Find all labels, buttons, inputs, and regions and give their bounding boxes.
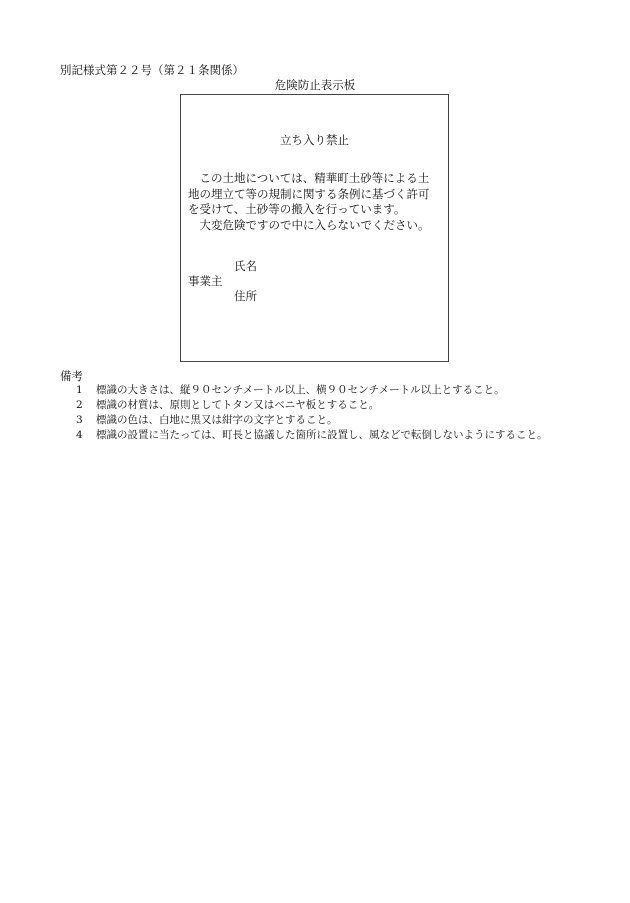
operator-label: 事業主 xyxy=(188,274,223,288)
note-item xyxy=(76,385,616,400)
note-number: 2 xyxy=(76,399,83,411)
operator-name-label: 氏名 xyxy=(234,259,257,273)
form-reference: 別記様式第２２号（第２１条関係） xyxy=(60,63,244,77)
note-text: 標識の設置に当たっては、町長と協議した箇所に設置し、風などで転倒しないようにすること。 xyxy=(96,429,548,441)
note-item xyxy=(76,430,616,445)
operator-address-label: 住所 xyxy=(234,289,257,303)
sign-heading: 立ち入り禁止 xyxy=(280,133,349,147)
note-number: 3 xyxy=(76,414,83,426)
note-item xyxy=(76,415,616,430)
notes-heading: 備考 xyxy=(60,369,83,383)
sign-body-line: 大変危険ですので中に入らないでください。 xyxy=(188,217,430,232)
note-text: 標識の材質は、原則としてトタン又はベニヤ板とすること。 xyxy=(96,399,380,411)
sign-title: 危険防止表示板 xyxy=(274,78,356,92)
note-text: 標識の大きさは、縦９０センチメートル以上、横９０センチメートル以上とすること。 xyxy=(96,384,505,396)
note-number: 1 xyxy=(76,384,83,396)
sign-body xyxy=(188,171,443,233)
sign-body-line: 地の埋立て等の規制に関する条例に基づく許可 xyxy=(188,186,430,201)
notes-list xyxy=(76,385,616,445)
note-number: 4 xyxy=(76,429,83,441)
sign-body-line: この土地については、精華町土砂等による土 xyxy=(188,171,430,185)
note-item xyxy=(76,400,616,415)
sign-board xyxy=(180,94,449,362)
sign-body-line: を受けて、土砂等の搬入を行っています。 xyxy=(188,202,406,216)
note-text: 標識の色は、白地に黒又は紺字の文字とすること。 xyxy=(96,414,338,426)
